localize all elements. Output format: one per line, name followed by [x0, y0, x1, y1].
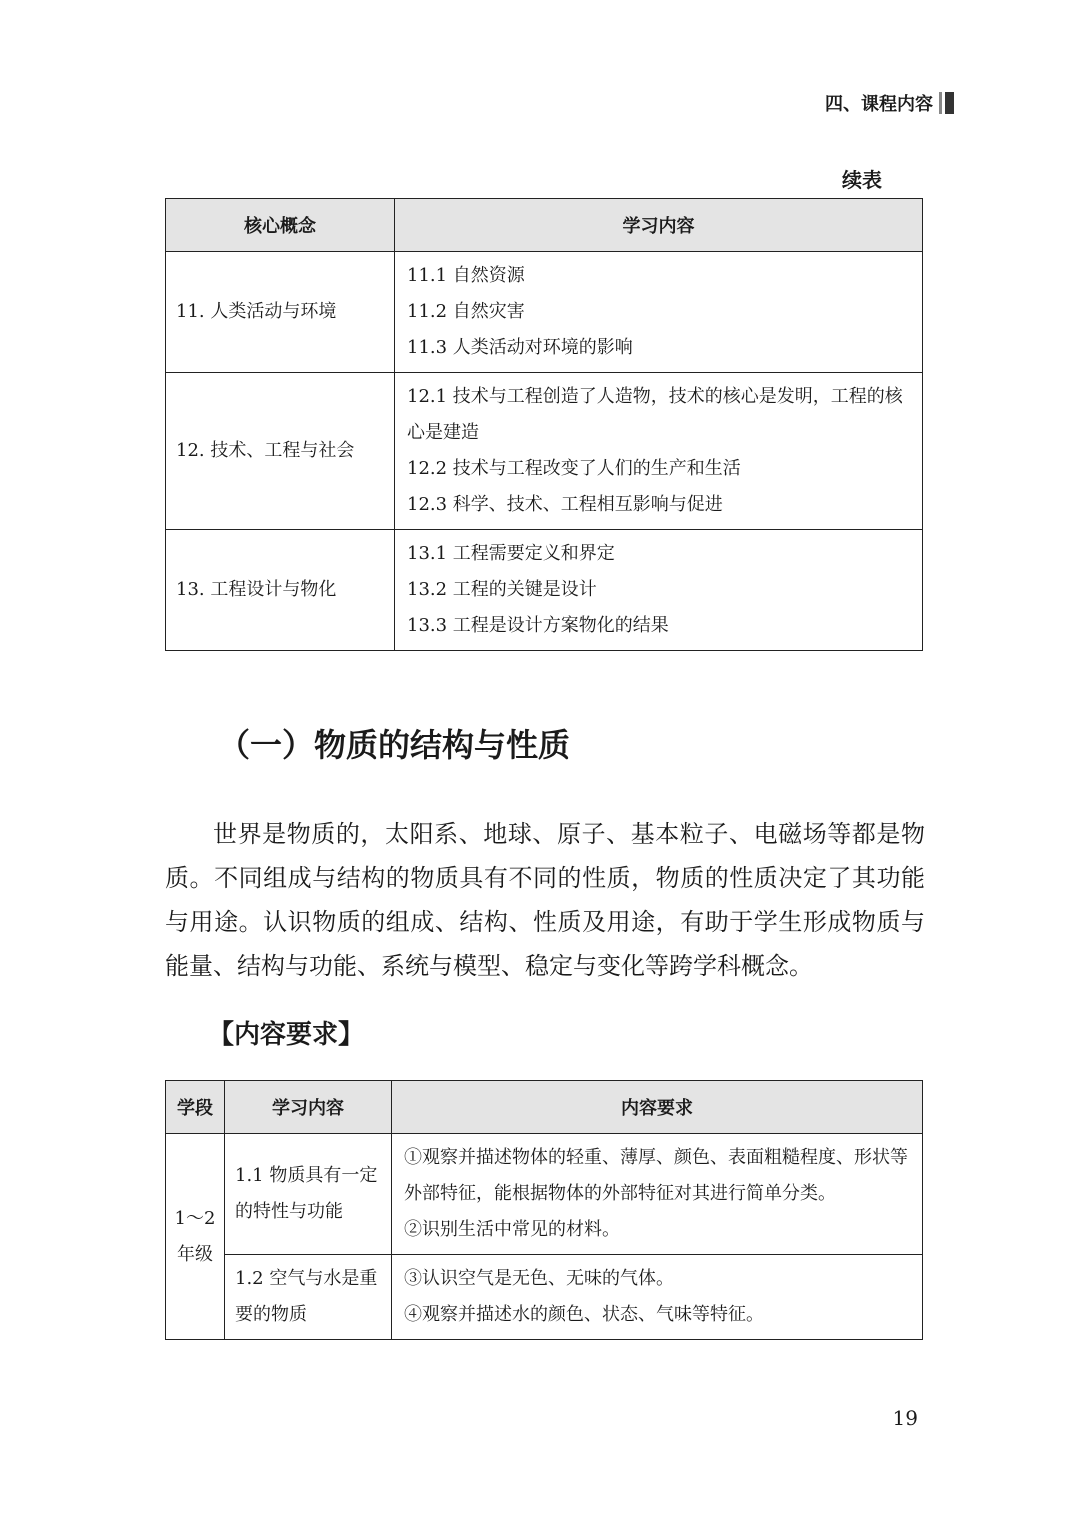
running-head	[825, 90, 954, 116]
header-learning-content: 学习内容	[395, 199, 923, 252]
concept-cell: 13. 工程设计与物化	[166, 530, 395, 651]
topic-cell: 1.1 物质具有一定的特性与功能	[225, 1134, 392, 1255]
content-item: 12.1 技术与工程创造了人造物，技术的核心是发明，工程的核心是建造	[407, 386, 903, 443]
continued-label: 续表	[842, 168, 882, 192]
content-item: 12.3 科学、技术、工程相互影响与促进	[407, 494, 723, 515]
requirement-cell	[392, 1255, 923, 1340]
table-row	[166, 1134, 923, 1255]
concept-cell: 11. 人类活动与环境	[166, 252, 395, 373]
header-requirements: 内容要求	[392, 1081, 923, 1134]
requirements-heading: 【内容要求】	[208, 1020, 365, 1050]
content-item: 11.2 自然灾害	[407, 301, 525, 322]
requirement-item: ④观察并描述水的颜色、状态、气味等特征。	[404, 1304, 764, 1325]
requirement-item: ①观察并描述物体的轻重、薄厚、颜色、表面粗糙程度、形状等外部特征，能根据物体的外部特征对其进行简单分类。	[404, 1147, 908, 1204]
content-item: 11.1 自然资源	[407, 265, 525, 286]
table-row	[166, 530, 923, 651]
table-row	[166, 1255, 923, 1340]
content-item: 11.3 人类活动对环境的影响	[407, 337, 633, 358]
page-number: 19	[892, 1406, 918, 1430]
topic-cell: 1.2 空气与水是重要的物质	[225, 1255, 392, 1340]
section-title: （一）物质的结构与性质	[218, 726, 571, 764]
header-core-concept: 核心概念	[166, 199, 395, 252]
header-learning-content: 学习内容	[225, 1081, 392, 1134]
body-paragraph: 世界是物质的，太阳系、地球、原子、基本粒子、电磁场等都是物质。不同组成与结构的物质具有不同的性质，物质的性质决定了其功能与用途。认识物质的组成、结构、性质及用途，有助于学生形成物质与能量、结构与功能、系统与模型、稳定与变化等跨学科概念。	[165, 820, 925, 980]
stage-cell: 1～2年级	[166, 1134, 225, 1340]
content-item: 12.2 技术与工程改变了人们的生产和生活	[407, 458, 741, 479]
concept-cell: 12. 技术、工程与社会	[166, 373, 395, 530]
running-head-bars-icon	[939, 92, 954, 114]
header-stage: 学段	[166, 1081, 225, 1134]
table-row	[166, 252, 923, 373]
concept-table	[165, 198, 923, 651]
running-head-text: 四、课程内容	[825, 94, 933, 115]
content-item: 13.3 工程是设计方案物化的结果	[407, 615, 669, 636]
table-header-row	[166, 1081, 923, 1134]
requirement-cell	[392, 1134, 923, 1255]
content-cell	[395, 252, 923, 373]
requirement-item: ③认识空气是无色、无味的气体。	[404, 1268, 674, 1289]
content-cell	[395, 530, 923, 651]
requirement-item: ②识别生活中常见的材料。	[404, 1219, 620, 1240]
table-row	[166, 373, 923, 530]
table-header-row	[166, 199, 923, 252]
content-item: 13.1 工程需要定义和界定	[407, 543, 615, 564]
content-item: 13.2 工程的关键是设计	[407, 579, 597, 600]
requirements-table	[165, 1080, 923, 1340]
content-cell	[395, 373, 923, 530]
